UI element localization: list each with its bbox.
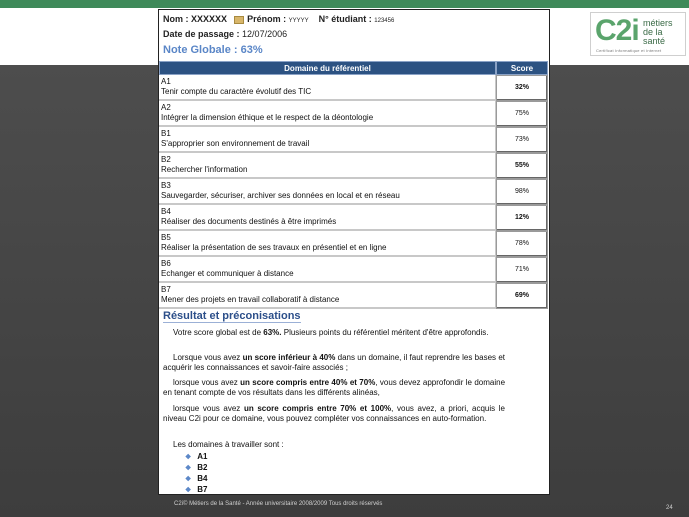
nom-label: Nom : — [163, 14, 189, 24]
domain-cell — [159, 101, 496, 127]
p1-text-c: Plusieurs points du référentiel méritent d'être approfondis. — [281, 328, 489, 337]
p2-text-c: dans un domaine, il faut reprendre les bases et acquérir les connaissances et savoir-faire associés ; — [163, 353, 505, 372]
table-row — [159, 179, 548, 205]
domain-code: A2 — [161, 103, 171, 112]
domains-intro: Les domaines à travailler sont : — [173, 440, 284, 449]
logo-line1: métiers — [643, 18, 673, 28]
score-cell: 71% — [496, 257, 548, 283]
p4-text-a: lorsque vous avez — [173, 404, 244, 413]
results-paragraph-2 — [163, 353, 505, 373]
table-row — [159, 283, 548, 309]
p1-text-a: Votre score global est de — [173, 328, 264, 337]
table-row — [159, 205, 548, 231]
list-item — [185, 473, 208, 484]
domain-code: B4 — [161, 207, 171, 216]
col-score-header: Score — [496, 61, 548, 75]
domain-cell — [159, 127, 496, 153]
slide-footer: C2i© Métiers de la Santé - Année universitaire 2008/2009 Tous droits réservés — [174, 501, 383, 507]
p2-text-b: un score inférieur à 40% — [242, 353, 336, 362]
domain-label: Mener des projets en travail collaboratif à distance — [161, 295, 340, 304]
p3-text-c: , vous devez approfondir le domaine en tenant compte de vos résultats dans les différents alinéas, — [163, 378, 506, 397]
table-row — [159, 127, 548, 153]
results-paragraph-1 — [163, 328, 505, 338]
page-number: 24 — [666, 505, 673, 511]
table-header-row — [159, 61, 548, 75]
domain-label: Echanger et communiquer à distance — [161, 269, 294, 278]
p2-text-a: Lorsque vous avez — [173, 353, 243, 362]
domain-label: Réaliser la présentation de ses travaux en présentiel et en ligne — [161, 243, 387, 252]
date-value: 12/07/2006 — [242, 29, 288, 39]
domain-label: Rechercher l'information — [161, 165, 248, 174]
table-body — [159, 75, 548, 309]
domain-cell — [159, 231, 496, 257]
p4-text-b: un score compris entre 70% et 100% — [243, 404, 392, 413]
etudiant-label: N° étudiant : — [318, 14, 372, 24]
student-identity-line — [163, 14, 394, 24]
domain-cell — [159, 75, 496, 101]
domain-code: B3 — [161, 181, 171, 190]
etudiant-value: 123456 — [374, 18, 395, 24]
score-cell: 78% — [496, 231, 548, 257]
card-icon — [234, 16, 244, 24]
score-cell: 12% — [496, 205, 548, 231]
domain-code: A1 — [161, 77, 171, 86]
list-item — [185, 484, 208, 495]
diamond-bullet-icon: ❖ — [185, 454, 192, 461]
domain-code: B2 — [161, 155, 171, 164]
nom-value: XXXXXX — [191, 14, 228, 24]
domain-code: B1 — [161, 129, 171, 138]
domain-cell — [159, 257, 496, 283]
domain-code: B2 — [197, 463, 208, 472]
domain-label: Intégrer la dimension éthique et le respect de la déontologie — [161, 113, 374, 122]
domain-label: Réaliser des documents destinés à être imprimés — [161, 217, 337, 226]
logo-tagline: Certificat Informatique et Internet — [596, 48, 662, 53]
p4-text-c: , vous avez, a priori, acquis le niveau C2i pour ce domaine, vous pouvez compléter vos connaissances en auto-formation. — [163, 404, 505, 423]
score-cell: 32% — [496, 75, 548, 101]
results-paragraph-4 — [163, 404, 505, 424]
table-row — [159, 231, 548, 257]
score-cell: 69% — [496, 283, 548, 309]
col-domain-header: Domaine du référentiel — [159, 61, 496, 75]
domain-code: B7 — [161, 285, 171, 294]
note-globale: Note Globale : 63% — [163, 44, 263, 56]
domain-cell — [159, 205, 496, 231]
results-title: Résultat et préconisations — [163, 310, 301, 322]
table-row — [159, 153, 548, 179]
date-label: Date de passage : — [163, 29, 240, 39]
domain-code: B6 — [161, 259, 171, 268]
domain-cell — [159, 153, 496, 179]
score-cell: 75% — [496, 101, 548, 127]
score-cell: 73% — [496, 127, 548, 153]
logo-mark: C2i — [595, 14, 639, 47]
p3-text-a: lorsque vous avez — [173, 378, 241, 387]
domain-cell — [159, 283, 496, 309]
domain-label: Sauvegarder, sécuriser, archiver ses données en local et en réseau — [161, 191, 400, 200]
domain-code: B4 — [197, 474, 208, 483]
table-row — [159, 257, 548, 283]
p3-text-b: un score compris entre 40% et 70% — [240, 378, 376, 387]
list-item — [185, 462, 208, 473]
results-paragraph-3 — [163, 378, 505, 398]
prenom-label: Prénom : — [247, 14, 287, 24]
domain-code: B7 — [197, 485, 208, 494]
c2i-logo — [590, 12, 686, 56]
prenom-value: YYYYY — [288, 18, 309, 24]
date-line — [163, 29, 287, 39]
diamond-bullet-icon: ❖ — [185, 476, 192, 483]
result-document — [158, 9, 550, 495]
table-row — [159, 75, 548, 101]
top-accent-bar — [0, 0, 689, 8]
domain-label: S'approprier son environnement de travail — [161, 139, 310, 148]
referentiel-table — [159, 61, 548, 309]
score-cell: 55% — [496, 153, 548, 179]
table-row — [159, 101, 548, 127]
list-item — [185, 451, 208, 462]
score-cell: 98% — [496, 179, 548, 205]
domain-cell — [159, 179, 496, 205]
domain-code: B5 — [161, 233, 171, 242]
domain-label: Tenir compte du caractère évolutif des TIC — [161, 87, 312, 96]
domain-code: A1 — [197, 452, 208, 461]
logo-line2: de la santé — [643, 27, 666, 46]
domains-to-work-list — [185, 451, 208, 495]
diamond-bullet-icon: ❖ — [185, 465, 192, 472]
diamond-bullet-icon: ❖ — [185, 487, 192, 494]
p1-text-b: 63%. — [263, 328, 282, 337]
